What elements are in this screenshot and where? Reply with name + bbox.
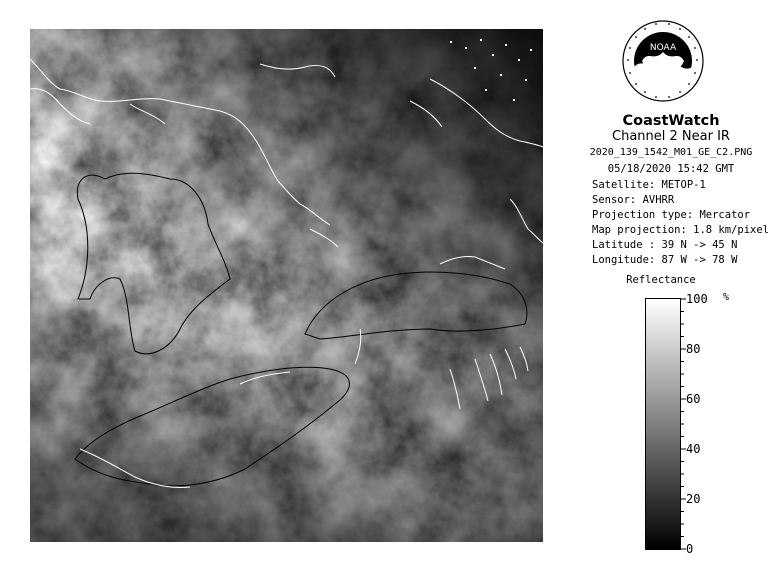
satellite-image [30, 29, 543, 542]
projection-type-label: Projection type: Mercator [592, 209, 751, 221]
latitude-label: Latitude : 39 N -> 45 N [592, 239, 738, 251]
sensor-label: Sensor: AVHRR [592, 194, 675, 206]
satellite-label: Satellite: METOP-1 [592, 179, 706, 191]
colorbar-tick-label: 20 [686, 492, 701, 506]
clear-sky-south [30, 29, 543, 542]
colorbar-tick-label: 0 [686, 542, 694, 556]
product-title: CoastWatch [622, 113, 720, 129]
colorbar-unit: % [723, 292, 730, 303]
channel-subtitle: Channel 2 Near IR [612, 129, 730, 144]
colorbar-tick-label: 40 [686, 442, 701, 456]
colorbar-tick-label: 80 [686, 342, 701, 356]
datetime-label: 05/18/2020 15:42 GMT [607, 163, 735, 175]
colorbar-title: Reflectance [626, 274, 696, 286]
longitude-label: Longitude: 87 W -> 78 W [592, 254, 738, 266]
colorbar-tick-label: 60 [686, 392, 701, 406]
colorbar-ticks [680, 298, 740, 552]
colorbar-tick-label: 100 [686, 292, 708, 306]
logo-wordmark: NOAA [649, 43, 677, 53]
noaa-logo [622, 20, 704, 102]
map-projection-label: Map projection: 1.8 km/pixel [592, 224, 770, 236]
reflectance-colorbar [645, 298, 681, 550]
info-panel [560, 0, 782, 572]
filename-label: 2020_139_1542_M01_GE_C2.PNG [589, 147, 753, 158]
